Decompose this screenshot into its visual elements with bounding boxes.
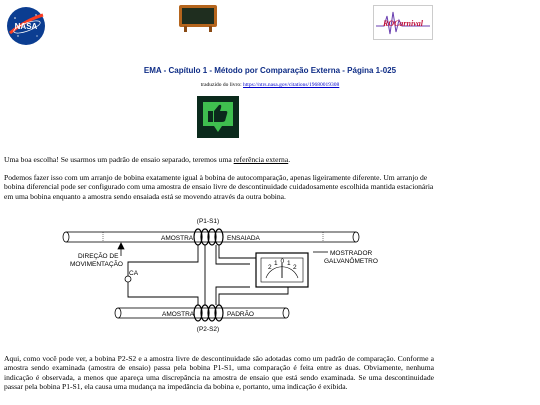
credit-prefix: traduzido do livro: [200, 82, 244, 88]
paragraph-1-end: . [288, 155, 291, 164]
label-direcao: DIREÇÃO DE [78, 253, 119, 260]
meter-tick: 1 [274, 260, 278, 267]
translation-credit [0, 82, 540, 88]
differential-coil-diagram [58, 212, 378, 334]
paragraph-2: Podemos fazer isso com um arranjo de bobina exatamente igual à bobina de autocomparação, apenas ligeiramente diferente. Um arranjo de bobina diferencial pode ser configurado com uma amostra de ensaio livre de descontinuidade cuidadosamente escolhida mantida estacionária em uma bobina enquanto a amostra sendo ensaiada está se movendo através da outra bobina. [4, 173, 434, 201]
label-mostrador: MOSTRADOR [330, 250, 373, 257]
label-amostra-bottom: AMOSTRA [162, 311, 195, 318]
thumbs-up-icon[interactable] [197, 96, 239, 138]
page-title: EMA - Capítulo 1 - Método por Comparação Externa - Página 1-025 [143, 66, 397, 75]
test-sample-rod [63, 232, 359, 242]
source-link[interactable]: https://ntrs.nasa.gov/citations/19680019308 [243, 82, 340, 88]
galvanometer [256, 253, 308, 287]
paragraph-1-text: Uma boa escolha! Se usarmos um padrão de ensaio separado, teremos uma [4, 155, 234, 164]
label-amostra-top: AMOSTRA [161, 235, 194, 242]
nasa-logo [6, 6, 46, 46]
paragraph-1 [4, 155, 434, 164]
label-movimentacao: MOVIMENTAÇÃO [70, 261, 123, 268]
label-p2-s2: (P2-S2) [196, 326, 220, 333]
label-galvanometro: GALVANÔMETRO [324, 258, 378, 265]
meter-tick: 2 [293, 264, 297, 271]
meter-tick: 1 [287, 260, 291, 267]
label-ensaiada: ENSAIADA [227, 235, 260, 242]
nasa-logo-text: NASA [14, 22, 38, 31]
chalkboard-icon [176, 4, 220, 32]
paragraph-3: Aqui, como você pode ver, a bobina P2-S2 e a amostra livre de descontinuidade são adotadas como um padrão de comparação. Conforme a amostra sendo examinada (amostra de ensaio) passa pela bobina P1-S1, uma comparação é feita entre as duas. Obviamente, nenhuma indicação é observada, a menos que apareça uma discrepância na amostra de ensaio que está sendo examinada. Se uma descontinuidade passar pela bobina P1-S1, ela causa uma mudança na impedância da bobina e, portanto, uma indicação é exibida. [4, 354, 434, 392]
external-reference-link[interactable]: referência externa [233, 155, 289, 164]
label-p1-s1: (P1-S1) [196, 218, 220, 225]
rocarnival-logo [373, 5, 433, 40]
rocarnival-logo-text: ROCarnival [382, 19, 424, 28]
meter-tick: 0 [280, 258, 285, 265]
label-ca: CA [129, 270, 139, 277]
meter-tick: 2 [268, 264, 272, 271]
label-padrao: PADRÃO [227, 311, 254, 318]
